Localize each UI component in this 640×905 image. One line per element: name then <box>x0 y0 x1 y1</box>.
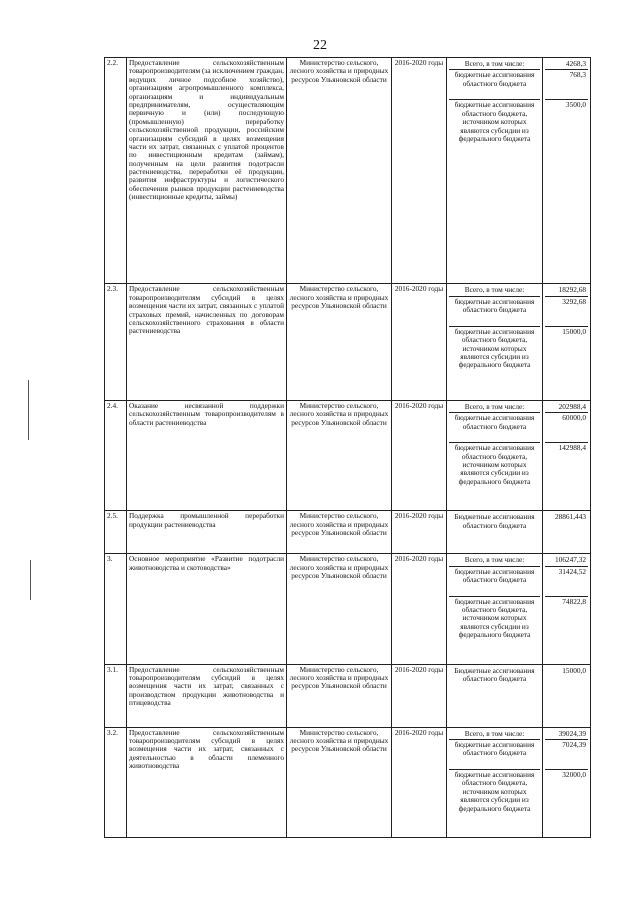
table-row <box>105 58 591 284</box>
funding-source-label: бюджетные ассигнования областного бюджета <box>449 740 540 770</box>
funding-sources-cell <box>447 511 543 554</box>
funding-amount: 18292,68 <box>545 285 588 296</box>
measure-name: Предоставление сельскохозяйственным товаропроизводителям субсидий в целях возмещения части их затрат, связанных с производством продукции животноводства и птицеводства <box>127 664 287 727</box>
funding-amount: 3500,0 <box>565 100 586 110</box>
implementation-term: 2016-2020 годы <box>392 400 447 510</box>
funding-amount: 15000,0 <box>562 326 586 336</box>
funding-amount: 74822,8 <box>562 596 586 606</box>
row-number: 3.1. <box>105 664 127 727</box>
funding-sources-cell <box>447 400 543 510</box>
funding-amount: 768,3 <box>545 70 588 100</box>
funding-sources-cell <box>447 664 543 727</box>
funding-sources-cell <box>447 727 543 837</box>
funding-source-label: бюджетные ассигнования областного бюджета <box>449 413 540 443</box>
funding-source-label: бюджетные ассигнования областного бюджета <box>449 567 540 597</box>
scan-mark <box>28 380 29 440</box>
row-number: 3. <box>105 554 127 664</box>
measure-name: Предоставление сельскохозяйственным товаропроизводителям (за исключением граждан, ведущих личное подсобное хозяйство), организациям агропромышленного комплекса, организациям и индивидуальным предпринимателям, осуществляющим первичную и (или) последующую (промышленную) переработку сельскохозяйственной продукции, российским организациям субсидий в целях возмещения части их затрат, связанных с уплатой процентов по инвестиционным кредитам (займам), полученным на цели развития подотрасли растениеводства, переработки её продукции, развития инфраструктуры и логистического обеспечения рынков продукции растениеводства (инвестиционные кредиты, займы) <box>127 58 287 284</box>
funding-source-label: бюджетные ассигнования областного бюджета, источником которых являются субсидии из федерального бюджета <box>454 596 535 640</box>
funding-amount: 3292,68 <box>545 297 588 327</box>
row-number: 2.3. <box>105 284 127 400</box>
funding-amounts-cell <box>543 554 591 664</box>
row-number: 2.5. <box>105 511 127 554</box>
funding-source-label: Всего, в том числе: <box>449 729 540 740</box>
funding-sources-cell <box>447 284 543 400</box>
responsible-org: Министерство сельского, лесного хозяйства и природных ресурсов Ульяновской области <box>287 58 392 284</box>
funding-amount: 7024,39 <box>545 740 588 770</box>
funding-source-label: Всего, в том числе: <box>449 402 540 413</box>
table-row <box>105 664 591 727</box>
row-number: 2.4. <box>105 400 127 510</box>
funding-amounts-cell <box>543 284 591 400</box>
funding-sources-cell <box>447 554 543 664</box>
funding-amounts-cell <box>543 58 591 284</box>
table-row <box>105 554 591 664</box>
funding-amount: 60000,0 <box>545 413 588 443</box>
responsible-org: Министерство сельского, лесного хозяйства и природных ресурсов Ульяновской области <box>287 511 392 554</box>
page-number: 22 <box>313 38 327 53</box>
funding-source-label: бюджетные ассигнования областного бюджета, источником которых являются субсидии из федерального бюджета <box>454 443 535 486</box>
funding-source-label: Бюджетные ассигнования областного бюджета <box>454 665 535 683</box>
funding-sources-cell <box>447 58 543 284</box>
funding-amounts-cell <box>543 511 591 554</box>
table-row <box>105 511 591 554</box>
table-row <box>105 284 591 400</box>
funding-source-label: бюджетные ассигнования областного бюджета, источником которых являются субсидии из федерального бюджета <box>454 100 535 143</box>
funding-amount: 142988,4 <box>558 443 586 453</box>
implementation-term: 2016-2020 годы <box>392 58 447 284</box>
funding-source-label: Бюджетные ассигнования областного бюджета <box>454 512 535 530</box>
implementation-term: 2016-2020 годы <box>392 284 447 400</box>
funding-amount: 28861,443 <box>554 512 586 522</box>
funding-amount: 106247,32 <box>545 555 588 566</box>
funding-amounts-cell <box>543 727 591 837</box>
measure-name: Поддержка промышленной переработки продукции растениеводства <box>127 511 287 554</box>
implementation-term: 2016-2020 годы <box>392 664 447 727</box>
responsible-org: Министерство сельского, лесного хозяйства и природных ресурсов Ульяновской области <box>287 727 392 837</box>
measure-name: Основное мероприятие «Развитие подотрасли животноводства и скотоводства» <box>127 554 287 664</box>
responsible-org: Министерство сельского, лесного хозяйства и природных ресурсов Ульяновской области <box>287 554 392 664</box>
table-row <box>105 400 591 510</box>
implementation-term: 2016-2020 годы <box>392 727 447 837</box>
responsible-org: Министерство сельского, лесного хозяйства и природных ресурсов Ульяновской области <box>287 284 392 400</box>
funding-amount: 4268,3 <box>545 59 588 70</box>
funding-source-label: бюджетные ассигнования областного бюджета, источником которых являются субсидии из федерального бюджета <box>454 326 535 370</box>
funding-source-label: бюджетные ассигнования областного бюджета <box>449 297 540 327</box>
funding-amount: 32000,0 <box>562 769 586 779</box>
table-row <box>105 727 591 837</box>
measure-name: Оказание несвязанной поддержки сельскохозяйственным товаропроизводителям в области растениеводства <box>127 400 287 510</box>
budget-table <box>104 57 591 838</box>
funding-amount: 15000,0 <box>562 665 586 675</box>
funding-amount: 31424,52 <box>545 567 588 597</box>
funding-amount: 39024,39 <box>545 729 588 740</box>
measure-name: Предоставление сельскохозяйственным товаропроизводителям субсидий в целях возмещения части их затрат, связанных с деятельностью в области племенного животноводства <box>127 727 287 837</box>
scan-mark <box>30 560 31 600</box>
measure-name: Предоставление сельскохозяйственным товаропроизводителям субсидий в целях возмещения части их затрат, связанных с уплатой страховых премий, начисленных по договорам сельскохозяйственного страхования в области растениеводства <box>127 284 287 400</box>
funding-amounts-cell <box>543 664 591 727</box>
funding-amounts-cell <box>543 400 591 510</box>
responsible-org: Министерство сельского, лесного хозяйства и природных ресурсов Ульяновской области <box>287 664 392 727</box>
implementation-term: 2016-2020 годы <box>392 511 447 554</box>
funding-source-label: Всего, в том числе: <box>449 59 540 70</box>
implementation-term: 2016-2020 годы <box>392 554 447 664</box>
funding-source-label: Всего, в том числе: <box>449 285 540 296</box>
funding-amount: 202988,4 <box>545 402 588 413</box>
funding-source-label: бюджетные ассигнования областного бюджета <box>449 70 540 100</box>
funding-source-label: Всего, в том числе: <box>449 555 540 566</box>
row-number: 3.2. <box>105 727 127 837</box>
responsible-org: Министерство сельского, лесного хозяйства и природных ресурсов Ульяновской области <box>287 400 392 510</box>
funding-source-label: бюджетные ассигнования областного бюджета, источником которых являются субсидии из федерального бюджета <box>454 769 535 813</box>
row-number: 2.2. <box>105 58 127 284</box>
